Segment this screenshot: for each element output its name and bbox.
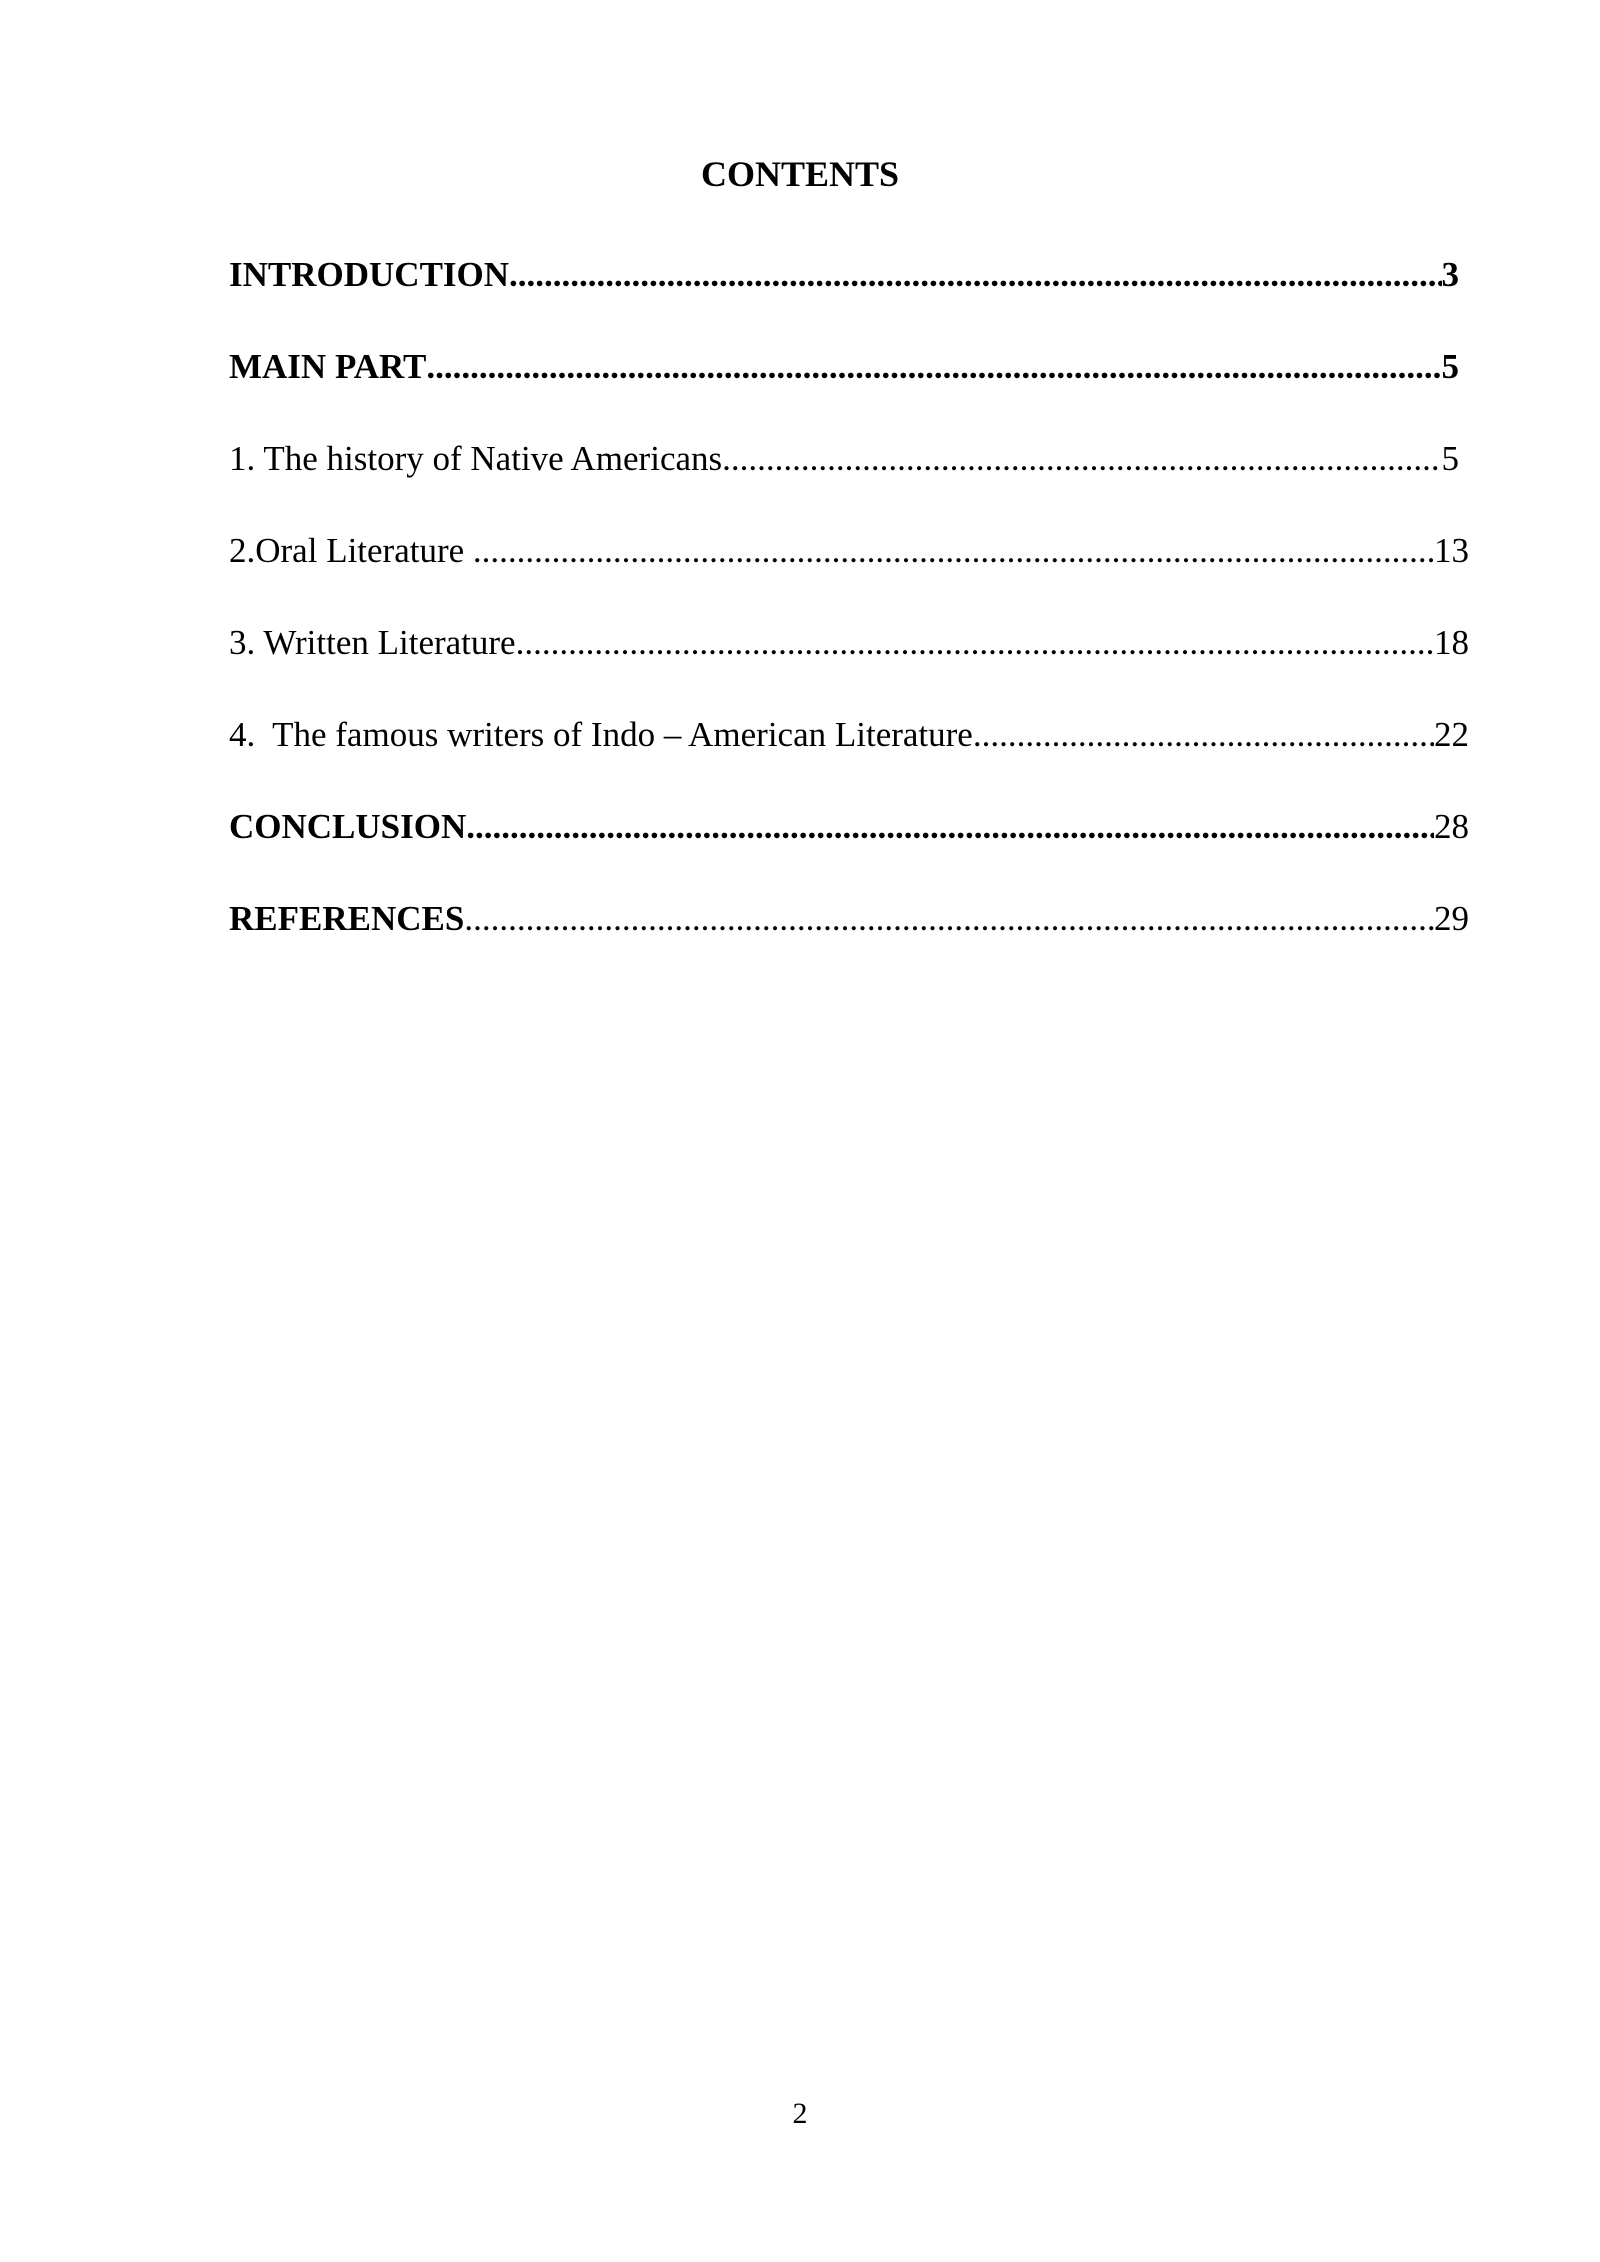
toc-entry-introduction[interactable]: [229, 245, 1469, 337]
toc-entry-label: 1. The history of Native Americans: [229, 439, 723, 478]
toc-entry-main-part[interactable]: [229, 337, 1469, 429]
toc-dot-leader: [473, 521, 1434, 581]
toc-dot-leader: [426, 337, 1441, 397]
toc-entry-references[interactable]: [229, 889, 1469, 981]
table-of-contents: [229, 245, 1469, 981]
toc-dot-leader: [973, 705, 1434, 765]
toc-dot-leader: [516, 613, 1434, 673]
toc-entry-label: REFERENCES: [229, 899, 465, 938]
toc-entry-label: 3. Written Literature: [229, 623, 516, 662]
toc-entry-history-native-americans[interactable]: [229, 429, 1469, 521]
page-number: 2: [792, 2097, 808, 2130]
toc-entry-page: 29: [1434, 899, 1469, 938]
toc-dot-leader: [466, 797, 1434, 857]
toc-entry-page: 13: [1434, 531, 1469, 570]
toc-entry-page: 28: [1434, 807, 1469, 846]
toc-entry-label: 4. The famous writers of Indo – American Literature: [229, 715, 973, 754]
toc-entry-page: 5: [1441, 347, 1459, 386]
toc-entry-label: MAIN PART: [229, 347, 427, 386]
toc-entry-page: 3: [1441, 255, 1459, 294]
toc-entry-label: INTRODUCTION: [229, 255, 510, 294]
contents-heading: CONTENTS: [700, 154, 900, 194]
toc-entry-conclusion[interactable]: [229, 797, 1469, 889]
toc-entry-page: 18: [1434, 623, 1469, 662]
toc-dot-leader: [464, 889, 1434, 949]
toc-entry-page: 5: [1441, 439, 1459, 478]
toc-entry-oral-literature[interactable]: [229, 521, 1469, 613]
toc-entry-written-literature[interactable]: [229, 613, 1469, 705]
toc-entry-famous-writers[interactable]: [229, 705, 1469, 797]
toc-dot-leader: [509, 245, 1441, 305]
toc-entry-label: CONCLUSION: [229, 807, 467, 846]
toc-dot-leader: [722, 429, 1441, 489]
toc-entry-page: 22: [1434, 715, 1469, 754]
toc-entry-label: 2.Oral Literature: [229, 531, 473, 570]
